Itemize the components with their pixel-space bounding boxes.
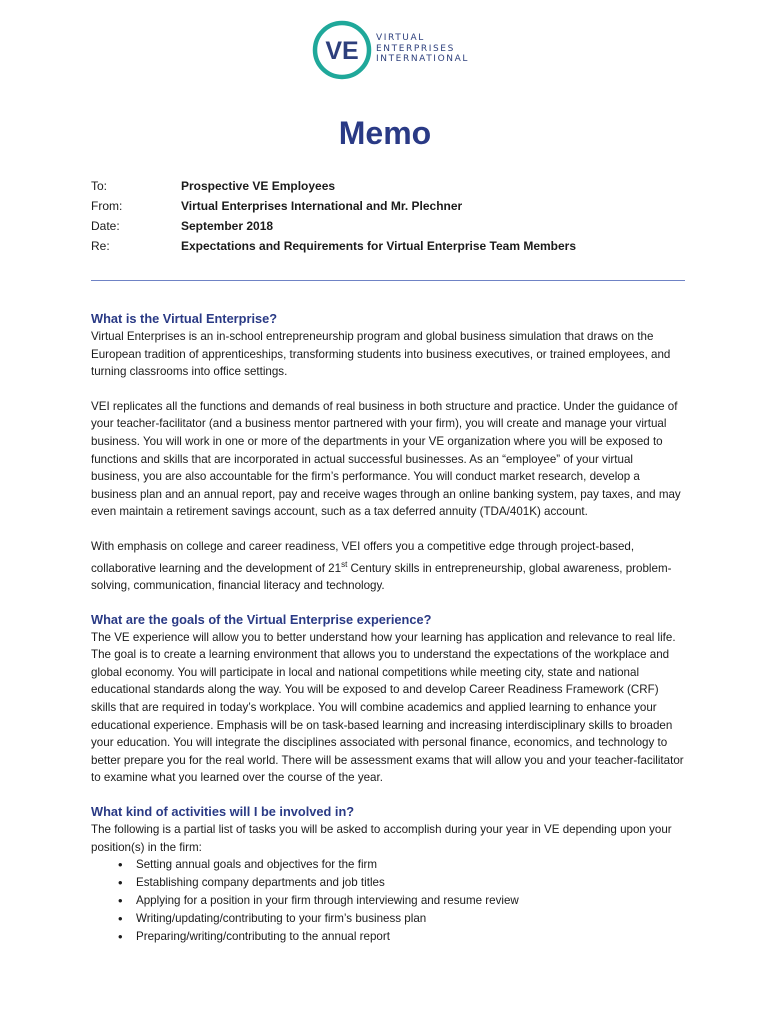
meta-value: Virtual Enterprises International and Mr. Plechner	[181, 199, 463, 213]
meta-value: Prospective VE Employees	[181, 179, 336, 193]
meta-label: Date:	[91, 219, 120, 233]
meta-row-to	[91, 176, 576, 196]
meta-label: Re:	[91, 239, 110, 253]
logo-line-2: ENTERPRISES	[376, 43, 455, 54]
meta-label: From:	[91, 199, 123, 213]
list-item: • Applying for a position in your firm through interviewing and resume review	[136, 892, 685, 910]
paragraph: The following is a partial list of tasks you will be asked to accomplish during your year in VE depending upon your position(s) in the firm:	[91, 822, 672, 854]
list-item: • Establishing company departments and job titles	[136, 874, 685, 892]
vei-logo	[312, 20, 482, 80]
memo-title: Memo	[338, 115, 432, 151]
list-item: • Writing/updating/contributing to your firm’s business plan	[136, 910, 685, 928]
header-divider	[91, 280, 685, 281]
section-heading-activities: What kind of activities will I be involved in?	[91, 803, 355, 819]
logo-line-3: INTERNATIONAL	[376, 54, 469, 64]
meta-value: September 2018	[181, 219, 274, 233]
logo-wordmark	[376, 33, 469, 65]
list-item: • Setting annual goals and objectives for the firm	[136, 856, 685, 874]
paragraph-text: With emphasis on college and career readiness, VEI offers you a competitive edge through project-based, collaborative learning and the development of 21	[91, 539, 635, 575]
paragraph-text: Century skills in entrepreneurship, global awareness, problem-solving, communication, financial literacy and technology.	[91, 561, 672, 592]
section-heading-what-is: What is the Virtual Enterprise?	[91, 311, 278, 326]
svg-text:VE: VE	[325, 37, 359, 65]
ve-logo-icon	[312, 20, 372, 80]
meta-value: Expectations and Requirements for Virtual Enterprise Team Members	[181, 239, 577, 253]
memo-body	[91, 310, 685, 946]
meta-row-re	[91, 236, 576, 256]
list-item: • Preparing/writing/contributing to the annual report	[136, 928, 685, 946]
section-heading-goals: What are the goals of the Virtual Enterprise experience?	[91, 611, 432, 627]
logo-line-1: VIRTUAL	[376, 33, 425, 43]
superscript: st	[341, 559, 348, 569]
meta-row-date	[91, 216, 576, 236]
paragraph: Virtual Enterprises is an in-school entrepreneurship program and global business simulation that draws on the European tradition of apprenticeships, transforming students into business executives, or trained employees, and turning classrooms into office settings.	[91, 330, 671, 379]
memo-header-fields	[91, 176, 576, 256]
paragraph	[91, 538, 685, 595]
paragraph: The VE experience will allow you to better understand how your learning has application and relevance to real life. The goal is to create a learning environment that allows you to understand the expectations of the workplace and global economy. You will participate in local and national competitions while meeting city, state and national educational standards along the way. You will be exposed to and develop Career Readiness Framework (CRF) skills that are required in today’s workplace. You will combine academics and applied learning to enhance your educational experience. Emphasis will be on task-based learning and increasing interdisciplinary skills to broaden your education. You will integrate the disciplines associated with personal finance, economics, and technology to better prepare you for the real world. There will be assessment exams that will allow you and your teacher-facilitator to examine what you learned over the course of the year.	[91, 630, 684, 785]
paragraph: VEI replicates all the functions and demands of real business in both structure and practice. Under the guidance of your teacher-facilitator (and a business mentor partnered with your firm), you will create and manage your virtual business. You will work in one or more of the departments in your VE organization where you will be exposed to functions and skills that are incorporated in actual successful businesses. As an “employee” of your virtual business, you are also accountable for the firm’s performance. You will conduct market research, develop a business plan and an annual report, pay and receive wages through an online banking system, pay taxes, and may even maintain a retirement savings account, such as a tax deferred annuity (TDA/401K) account.	[91, 399, 681, 519]
meta-label: To:	[91, 179, 108, 193]
meta-row-from	[91, 196, 576, 216]
task-list	[91, 856, 685, 946]
